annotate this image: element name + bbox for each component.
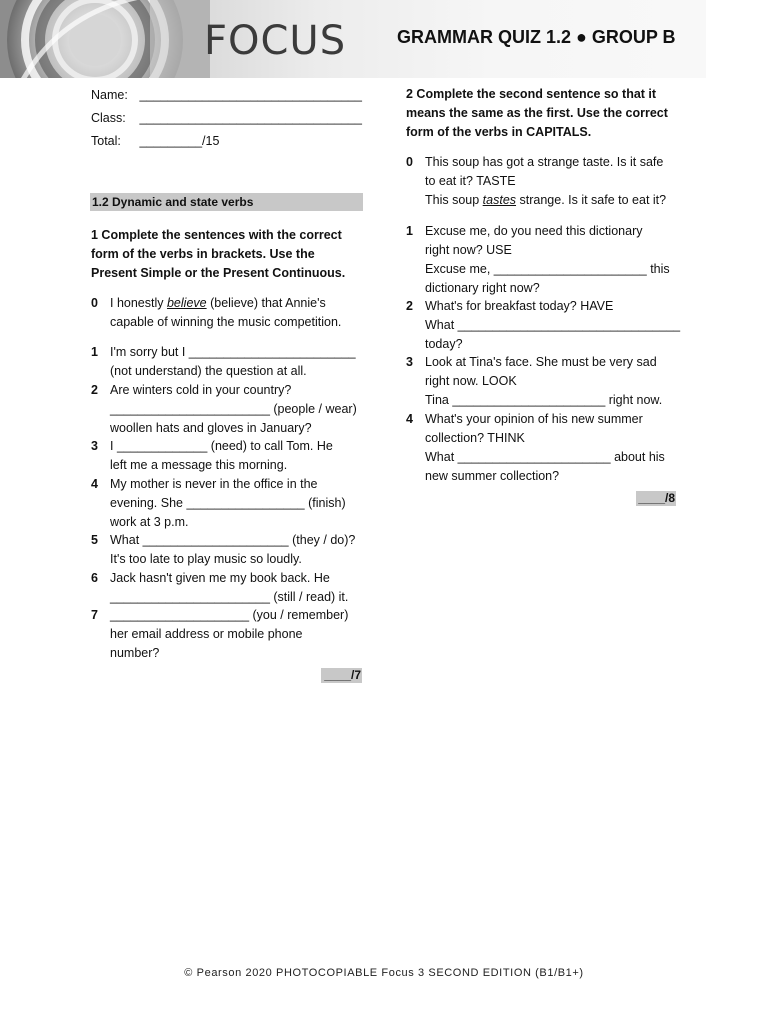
question-line: left me a message this morning. <box>110 458 288 472</box>
total-row <box>91 132 219 150</box>
example-text: capable of winning the music competition. <box>110 315 342 329</box>
instruction-line: 1 Complete the sentences with the correct <box>91 228 342 242</box>
question-line: evening. She _________________ (finish) <box>110 496 346 510</box>
question-line: right now? USE <box>425 243 512 257</box>
exercise2-score: ____/8 <box>636 491 676 506</box>
brand-logo-text: FOCUS <box>204 18 347 64</box>
question-line: work at 3 p.m. <box>110 515 189 529</box>
question-line: her email address or mobile phone <box>110 627 303 641</box>
footer-copyright: © Pearson 2020 PHOTOCOPIABLE Focus 3 SECOND EDITION (B1/B1+) <box>184 967 584 979</box>
example-text: (believe) that Annie's <box>206 296 326 310</box>
item-number: 0 <box>91 296 98 310</box>
total-score: _________/15 <box>139 134 220 148</box>
question-line: ____________________ (you / remember) <box>110 608 349 622</box>
name-blank: ________________________________ <box>139 88 362 102</box>
item-number: 1 <box>406 224 413 238</box>
class-blank: ________________________________ <box>139 111 362 125</box>
question-line: new summer collection? <box>425 469 560 483</box>
exercise2-example <box>406 153 706 213</box>
question-line: I _____________ (need) to call Tom. He <box>110 439 333 453</box>
question-line: Are winters cold in your country? <box>110 383 292 397</box>
question-line: today? <box>425 337 463 351</box>
question-line: (not understand) the question at all. <box>110 364 307 378</box>
question-line: woollen hats and gloves in January? <box>110 421 312 435</box>
exercise1-example <box>91 294 371 334</box>
example-text: I honestly <box>110 296 167 310</box>
item-number: 3 <box>406 355 413 369</box>
instruction-line: form of the verbs in brackets. Use the <box>91 247 315 261</box>
section-title-bar: 1.2 Dynamic and state verbs <box>90 193 363 211</box>
question-line: Excuse me, do you need this dictionary <box>425 224 643 238</box>
example-text: strange. Is it safe to eat it? <box>516 193 667 207</box>
example-answer: believe <box>166 296 207 310</box>
instruction-line: 2 Complete the second sentence so that it <box>406 87 657 101</box>
header-banner <box>0 0 706 78</box>
total-label: Total: <box>91 134 121 148</box>
item-number: 5 <box>91 533 98 547</box>
class-label: Class: <box>91 111 126 125</box>
question-line: What ______________________ about his <box>425 450 665 464</box>
item-number: 7 <box>91 608 98 622</box>
example-text: This soup has got a strange taste. Is it safe <box>425 155 664 169</box>
question-line: It's too late to play music so loudly. <box>110 552 302 566</box>
question-line: Excuse me, ______________________ this <box>425 262 670 276</box>
example-text: to eat it? TASTE <box>425 174 516 188</box>
question-line: What ________________________________ <box>425 318 681 332</box>
question-line: My mother is never in the office in the <box>110 477 318 491</box>
item-number: 4 <box>91 477 98 491</box>
example-answer: tastes <box>482 193 517 207</box>
name-label: Name: <box>91 88 128 102</box>
question-line: Tina ______________________ right now. <box>425 393 663 407</box>
focus-logo-graphic <box>0 0 210 78</box>
quiz-title: GRAMMAR QUIZ 1.2 ● GROUP B <box>397 27 676 47</box>
question-line: Look at Tina's face. She must be very sad <box>425 355 657 369</box>
item-number: 6 <box>91 571 98 585</box>
example-text: This soup <box>425 193 483 207</box>
item-number: 3 <box>91 439 98 453</box>
item-number: 0 <box>406 155 413 169</box>
item-number: 2 <box>91 383 98 397</box>
question-line: What's your opinion of his new summer <box>425 412 643 426</box>
instruction-line: means the same as the first. Use the correct <box>406 106 668 120</box>
class-row <box>91 109 362 127</box>
instruction-line: Present Simple or the Present Continuous. <box>91 266 346 280</box>
exercise1-instruction <box>91 226 371 283</box>
item-number: 1 <box>91 345 98 359</box>
question-line: _______________________ (people / wear) <box>110 402 357 416</box>
question-line: number? <box>110 646 160 660</box>
exercise2-instruction <box>406 85 706 142</box>
question-line: Jack hasn't given me my book back. He <box>110 571 330 585</box>
item-number: 4 <box>406 412 413 426</box>
exercise1-score: ____/7 <box>321 668 362 683</box>
item-number: 2 <box>406 299 413 313</box>
question-line: right now. LOOK <box>425 374 517 388</box>
question-line: What's for breakfast today? HAVE <box>425 299 614 313</box>
question-line: I'm sorry but I ________________________ <box>110 345 356 359</box>
question-line: _______________________ (still / read) it. <box>110 590 349 604</box>
question-line: What _____________________ (they / do)? <box>110 533 356 547</box>
question-line: collection? THINK <box>425 431 525 445</box>
question-line: dictionary right now? <box>425 281 540 295</box>
name-row <box>91 86 362 104</box>
instruction-line: form of the verbs in CAPITALS. <box>406 125 592 139</box>
